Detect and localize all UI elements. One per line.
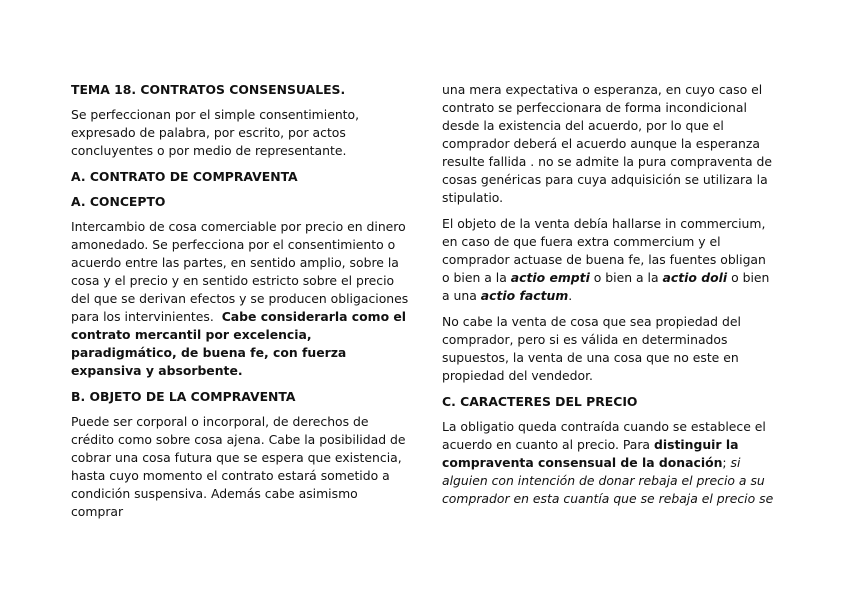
concepto-text: Intercambio de cosa comerciable por precio en dinero amonedado. Se perfecciona por el consentimiento o acuerdo entre las partes, en sentido amplio, sobre la cosa y el precio y en sentido estricto sobre el precio del que se derivan efectos y se producen obligaciones para los intervinientes.: [71, 219, 409, 324]
commercium-text: El objeto de la venta debía hallarse in commercium, en caso de que fuera extra commercium y el comprador actuase de buena fe, las fuentes obligan o bien a la: [442, 216, 766, 285]
actio-doli-term: actio doli: [662, 270, 728, 285]
concepto-heading: A. CONCEPTO: [71, 194, 166, 209]
precio-italic-text: si alguien con intención de donar rebaja el precio a su comprador en esta cuantía que se rebaja el precio se: [442, 455, 774, 506]
precio-paragraph: [442, 418, 776, 508]
right-column: [442, 81, 776, 516]
end-period: .: [568, 288, 573, 303]
intro-paragraph: Se perfeccionan por el simple consentimiento, expresado de palabra, por escrito, por actos concluyentes o por medio de representante.: [71, 107, 360, 158]
page-title: TEMA 18. CONTRATOS CONSENSUALES.: [71, 82, 346, 97]
objeto-paragraph: Puede ser corporal o incorporal, de derechos de crédito como sobre cosa ajena. Cabe la posibilidad de cobrar una cosa futura que se espera que existencia, hasta cuyo momento el contrato estará sometido a condición suspensiva. Además cabe asimismo comprar: [71, 414, 406, 519]
concepto-bold-text: Cabe considerarla como el contrato mercantil por excelencia, paradigmático, de buena fe, con fuerza expansiva y absorbente.: [71, 309, 407, 378]
concepto-paragraph: [71, 218, 413, 380]
actio-empti-term: actio empti: [510, 270, 590, 285]
actio-factum-term: actio factum: [480, 288, 569, 303]
connector-1: o bien a la: [593, 270, 659, 285]
precio-text: La obligatio queda contraída cuando se establece el acuerdo en cuanto al precio. Para: [442, 419, 766, 452]
section-a-heading: A. CONTRATO DE COMPRAVENTA: [71, 169, 298, 184]
commercium-paragraph: [442, 215, 776, 305]
precio-bold-text: distinguir la compraventa consensual de la donación: [442, 437, 739, 470]
left-column: [71, 81, 413, 529]
connector-2: o bien a una: [442, 270, 770, 303]
section-b-heading: B. OBJETO DE LA COMPRAVENTA: [71, 389, 296, 404]
section-c-heading: C. CARACTERES DEL PRECIO: [442, 394, 638, 409]
propiedad-paragraph: No cabe la venta de cosa que sea propiedad del comprador, pero si es válida en determinados supuestos, la venta de una cosa que no este en propiedad del vendedor.: [442, 314, 741, 383]
precio-semicolon: ;: [722, 455, 727, 470]
continuation-paragraph: una mera expectativa o esperanza, en cuyo caso el contrato se perfeccionara de forma incondicional desde la existencia del acuerdo, por lo que el comprador deberá el acuerdo aunque la esperanza resulte fallida . no se admite la pura compraventa de cosas genéricas para cuya adquisición se utilizara la stipulatio.: [442, 82, 772, 205]
